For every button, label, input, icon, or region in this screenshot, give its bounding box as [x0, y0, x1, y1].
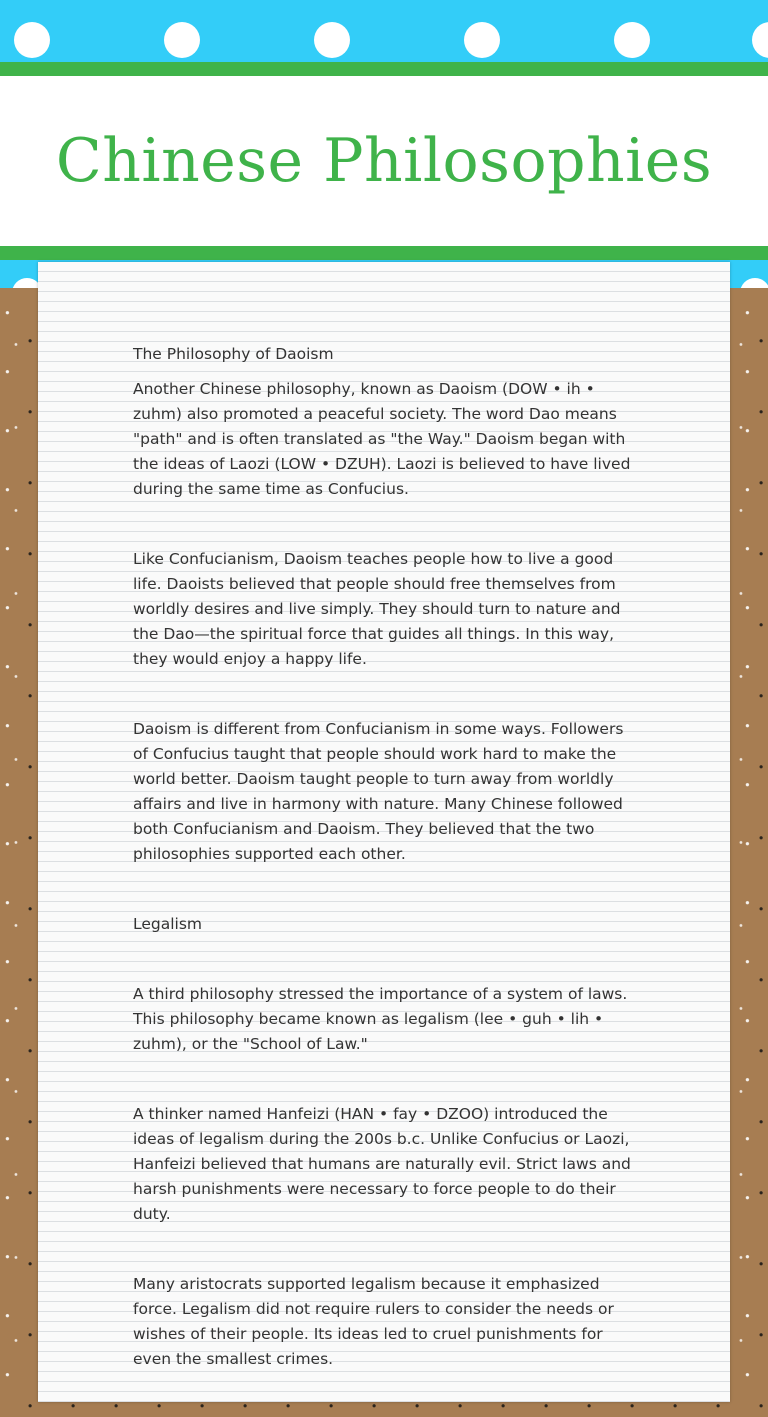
polka-dot [740, 278, 768, 288]
green-divider-bottom [0, 246, 768, 260]
lined-paper-sheet [38, 262, 730, 1402]
polka-dot [752, 22, 768, 58]
polka-dot [14, 22, 50, 58]
polka-dot [464, 22, 500, 58]
paragraph-daoism-differences: Daoism is different from Confucianism in some ways. Followers of Confucius taught that people should work hard to make the world better. Daoism taught people to turn away from worldly affairs and live in harmony with nature. Many Chinese followed both Confucianism and Daoism. They believed that the two philosophies supported each other. [133, 720, 624, 863]
page-header [0, 76, 768, 246]
paragraph-legalism-aristocrats: Many aristocrats supported legalism because it emphasized force. Legalism did not require rulers to consider the needs or wishes of their people. Its ideas led to cruel punishments for even the smallest crimes. [133, 1275, 614, 1368]
polka-dot [314, 22, 350, 58]
paragraph-daoism-good-life: Like Confucianism, Daoism teaches people how to live a good life. Daoists believed that people should free themselves from worldly desires and live simply. They should turn to nature and the Dao—the spiritual force that guides all things. In this way, they would enjoy a happy life. [133, 550, 621, 668]
paragraph-legalism-intro: A third philosophy stressed the importance of a system of laws. This philosophy became known as legalism (lee • guh • lih • zuhm), or the "School of Law." [133, 985, 628, 1053]
top-decorative-band [0, 0, 768, 62]
polka-dot [164, 22, 200, 58]
page-title: Chinese Philosophies [55, 126, 713, 196]
green-divider-top [0, 62, 768, 76]
section-heading-daoism: The Philosophy of Daoism [133, 345, 334, 363]
section-heading-legalism: Legalism [133, 915, 203, 933]
polka-dot [614, 22, 650, 58]
paragraph-legalism-hanfeizi: A thinker named Hanfeizi (HAN • fay • DZOO) introduced the ideas of legalism during the 200s b.c. Unlike Confucius or Laozi, Hanfeizi believed that humans are naturally evil. Strict laws and harsh punishments were necessary to force people to do their duty. [133, 1105, 631, 1223]
worksheet-content [133, 342, 638, 1417]
paragraph-daoism-intro: Another Chinese philosophy, known as Daoism (DOW • ih • zuhm) also promoted a peaceful society. The word Dao means "path" and is often translated as "the Way." Daoism began with the ideas of Laozi (LOW • DZUH). Laozi is believed to have lived during the same time as Confucius. [133, 380, 631, 498]
